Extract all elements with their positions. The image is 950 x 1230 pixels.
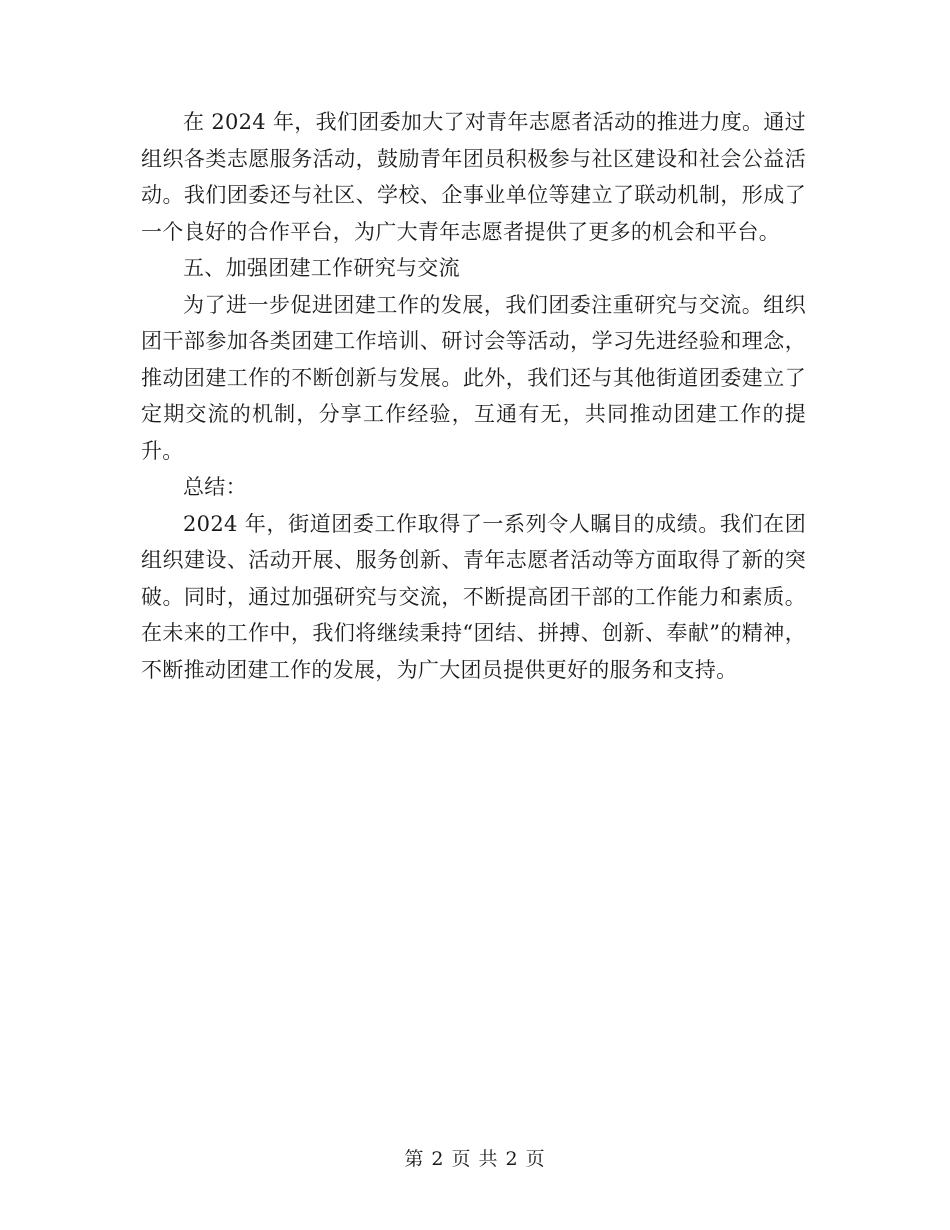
section-heading-summary: 总结： [183,475,247,499]
section-heading-research-exchange: 五、加强团建工作研究与交流 [183,256,460,280]
page-footer: 第 2 页 共 2 页 [404,1148,546,1170]
paragraph-summary: 2024 年，街道团委工作取得了一系列令人瞩目的成绩。我们在团组织建设、活动开展、服务创新、青年志愿者活动等方面取得了新的突破。同时，通过加强研究与交流，不断提高团干部的工作能力和素质。在未来的工作中，我们将继续秉持“团结、拼搏、创新、奉献”的精神，不断推动团建工作的发展，为广大团员提供更好的服务和支持。 [141,511,806,682]
paragraph-research-exchange: 为了进一步促进团建工作的发展，我们团委注重研究与交流。组织团干部参加各类团建工作培训、研讨会等活动，学习先进经验和理念，推动团建工作的不断创新与发展。此外，我们还与其他街道团委建立了定期交流的机制，分享工作经验，互通有无，共同推动团建工作的提升。 [141,292,806,463]
document-body [141,104,806,688]
paragraph-volunteer-activities: 在 2024 年，我们团委加大了对青年志愿者活动的推进力度。通过组织各类志愿服务活动，鼓励青年团员积极参与社区建设和社会公益活动。我们团委还与社区、学校、企事业单位等建立了联动机制，形成了一个良好的合作平台，为广大青年志愿者提供了更多的机会和平台。 [141,110,806,244]
